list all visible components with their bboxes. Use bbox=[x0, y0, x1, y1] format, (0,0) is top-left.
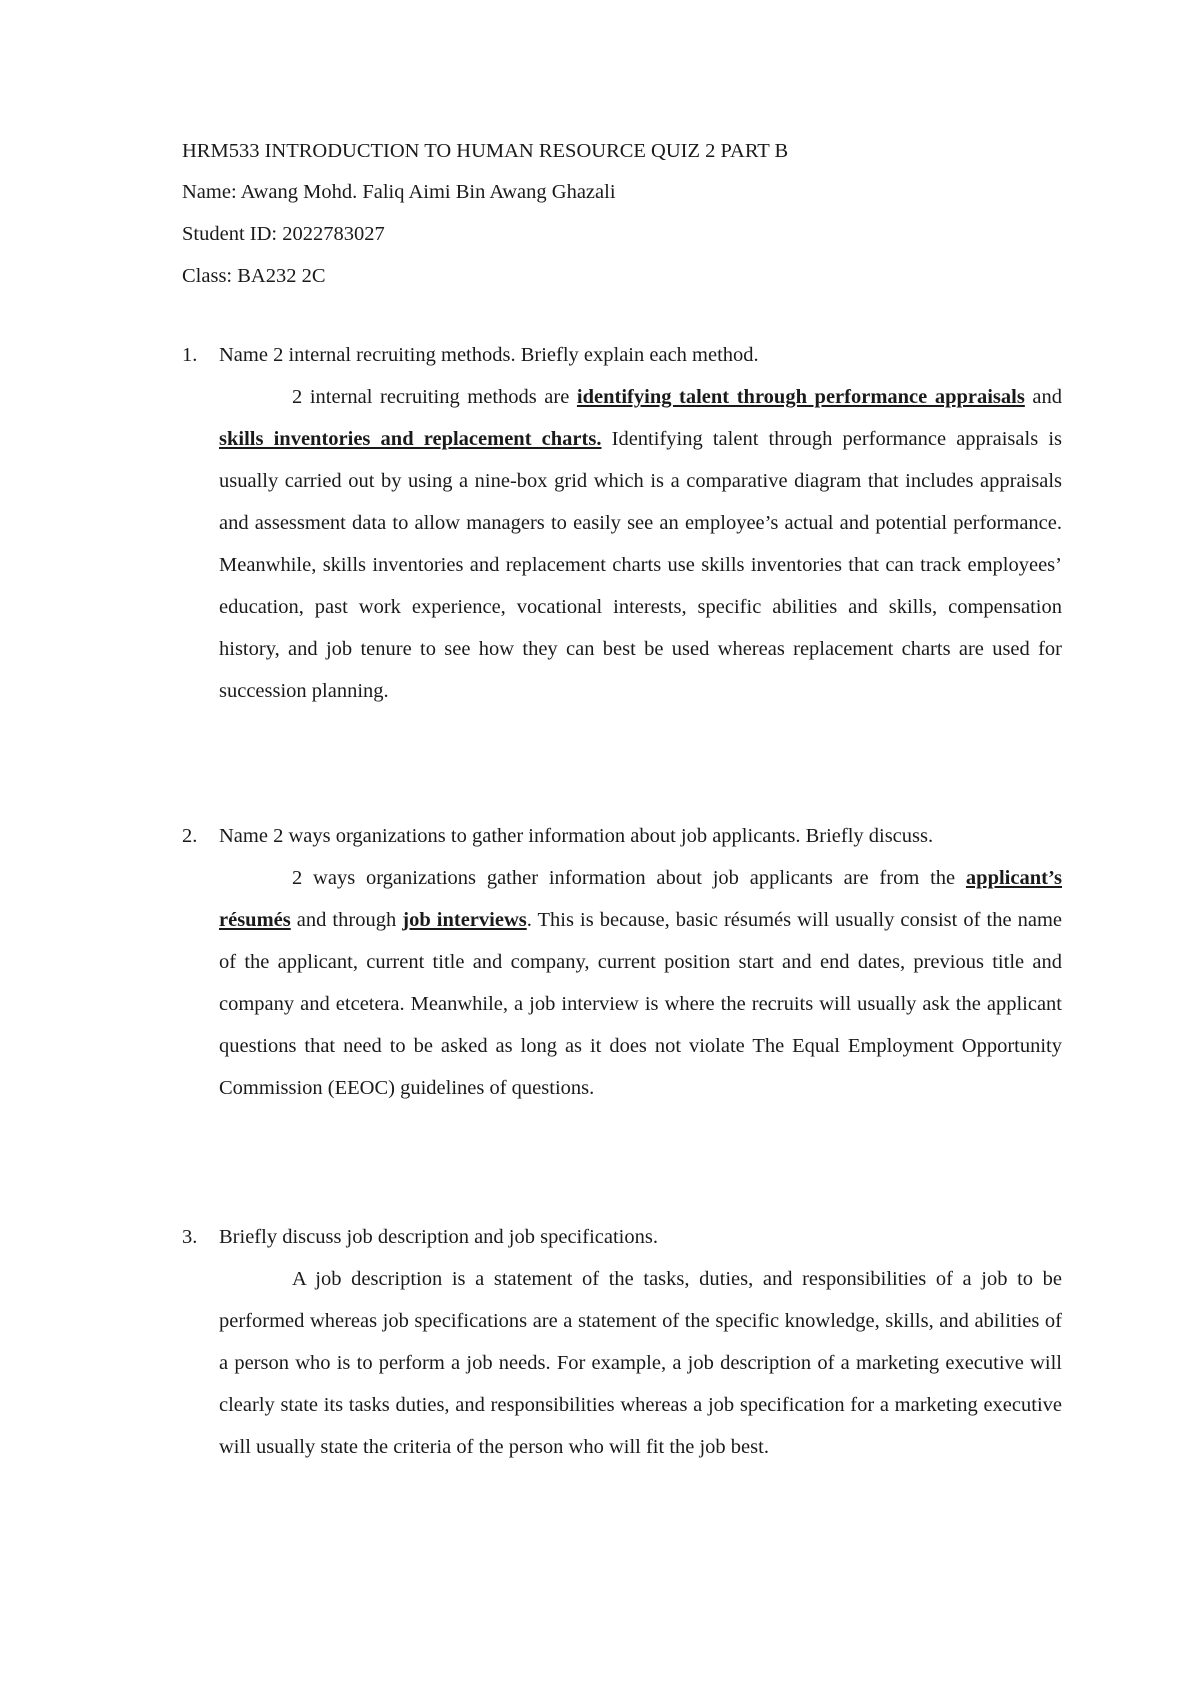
question-title: Name 2 internal recruiting methods. Briefly explain each method. bbox=[219, 344, 759, 366]
highlighted-term: applicant’s résumés bbox=[219, 867, 1062, 931]
question-number: 3. bbox=[182, 1226, 198, 1248]
question-number: 1. bbox=[182, 344, 198, 366]
highlighted-term: skills inventories and replacement charts. bbox=[219, 428, 602, 450]
student-name: Name: Awang Mohd. Faliq Aimi Bin Awang Ghazali bbox=[182, 181, 616, 203]
question-title: Briefly discuss job description and job specifications. bbox=[219, 1226, 658, 1248]
answer-text: 2 ways organizations gather information about job applicants are from the applicant’s résumés and through job interviews. This is because, basic résumés will usually consist of the name of the applicant, current title and company, current position start and end dates, previous title and company and etcetera. Meanwhile, a job interview is where the recruits will usually ask the applicant questions that need to be asked as long as it does not violate The Equal Employment Opportunity Commission (EEOC) guidelines of questions. bbox=[219, 867, 1062, 1099]
question-title: Name 2 ways organizations to gather information about job applicants. Briefly discuss. bbox=[219, 825, 934, 847]
highlighted-term: job interviews bbox=[402, 909, 527, 931]
student-class: Class: BA232 2C bbox=[182, 265, 326, 287]
highlighted-term: identifying talent through performance appraisals bbox=[576, 386, 1025, 408]
question-number: 2. bbox=[182, 825, 198, 847]
question-2 bbox=[182, 815, 1062, 1109]
answer-text: A job description is a statement of the tasks, duties, and responsibilities of a job to be performed whereas job specifications are a statement of the specific knowledge, skills, and abilities of a person who is to perform a job needs. For example, a job description of a marketing executive will clearly state its tasks duties, and responsibilities whereas a job specification for a marketing executive will usually state the criteria of the person who will fit the job best. bbox=[219, 1268, 1062, 1458]
question-1 bbox=[182, 334, 1062, 712]
question-3 bbox=[182, 1216, 1062, 1468]
student-id: Student ID: 2022783027 bbox=[182, 223, 385, 245]
answer-text: 2 internal recruiting methods are identifying talent through performance appraisals and skills inventories and replacement charts. Identifying talent through performance appraisals is usually carried out by using a nine-box grid which is a comparative diagram that includes appraisals and assessment data to allow managers to easily see an employee’s actual and potential performance. Meanwhile, skills inventories and replacement charts use skills inventories that can track employees’ education, past work experience, vocational interests, specific abilities and skills, compensation history, and job tenure to see how they can best be used whereas replacement charts are used for succession planning. bbox=[219, 386, 1063, 702]
document-title: HRM533 INTRODUCTION TO HUMAN RESOURCE QUIZ 2 PART B bbox=[182, 140, 789, 162]
